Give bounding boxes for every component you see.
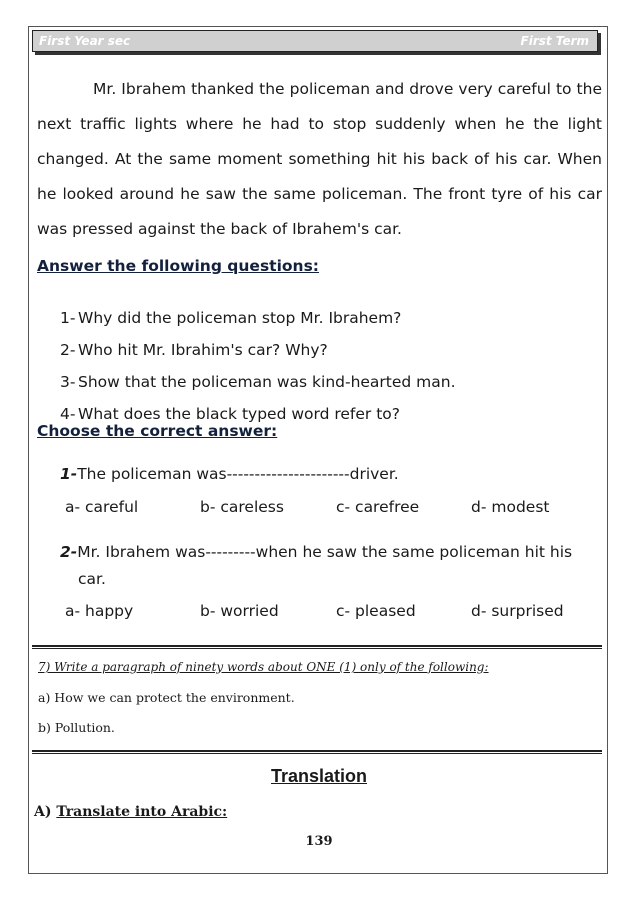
paragraph-option: b) Pollution. [38, 720, 115, 735]
question-text: Who hit Mr. Ibrahim's car? Why? [78, 341, 328, 359]
reading-passage [37, 72, 602, 247]
mcq-option: d- surprised [471, 602, 564, 620]
mcq-stem: The policeman was----------------------driver. [77, 465, 399, 483]
mcq-option: b- careless [200, 498, 284, 516]
question-item [60, 302, 456, 334]
passage-text: Mr. Ibrahem thanked the policeman and drove very careful to the next traffic lights where he had to stop suddenly when he the light changed. At the same moment something hit his back of his car. When he looked around he saw the same policeman. The front tyre of his car was pressed against the back of Ibrahem's car. [37, 80, 602, 238]
mcq-number: 1- [60, 465, 78, 483]
mcq-option: c- carefree [336, 498, 420, 516]
question-number: 1- [60, 309, 76, 327]
question-number: 3- [60, 373, 76, 391]
answer-questions-heading: Answer the following questions: [37, 257, 320, 275]
section-divider [32, 645, 602, 649]
translate-instruction [34, 804, 227, 820]
page-header [32, 30, 598, 52]
mcq-question-2 [60, 539, 605, 593]
translate-label: Translate into Arabic: [56, 804, 228, 820]
section-divider [32, 750, 602, 754]
mcq-option: a- careful [65, 498, 139, 516]
mcq-stem-continuation: car. [78, 570, 106, 588]
header-year: First Year sec [39, 34, 131, 48]
questions-list [60, 302, 456, 430]
page-number: 139 [305, 834, 333, 849]
mcq-stem: Mr. Ibrahem was---------when he saw the same policeman hit his [77, 543, 573, 561]
paragraph-option: a) How we can protect the environment. [38, 690, 295, 705]
mcq-option: c- pleased [336, 602, 416, 620]
translation-title: Translation [270, 766, 368, 786]
question-text: Why did the policeman stop Mr. Ibrahem? [78, 309, 402, 327]
question-item [60, 334, 456, 366]
question-text: What does the black typed word refer to? [78, 405, 401, 423]
mcq-question-1 [60, 461, 605, 488]
paragraph-task: 7) Write a paragraph of ninety words about ONE (1) only of the following: [38, 660, 489, 674]
mcq-option: b- worried [200, 602, 279, 620]
question-text: Show that the policeman was kind-hearted man. [78, 373, 456, 391]
question-number: 4- [60, 405, 76, 423]
question-item [60, 366, 456, 398]
mcq-option: d- modest [471, 498, 550, 516]
translate-prefix: A) [34, 804, 52, 820]
mcq-number: 2- [60, 543, 78, 561]
choose-answer-heading: Choose the correct answer: [37, 422, 278, 440]
mcq-option: a- happy [65, 602, 134, 620]
header-term: First Term [520, 34, 589, 48]
question-number: 2- [60, 341, 76, 359]
